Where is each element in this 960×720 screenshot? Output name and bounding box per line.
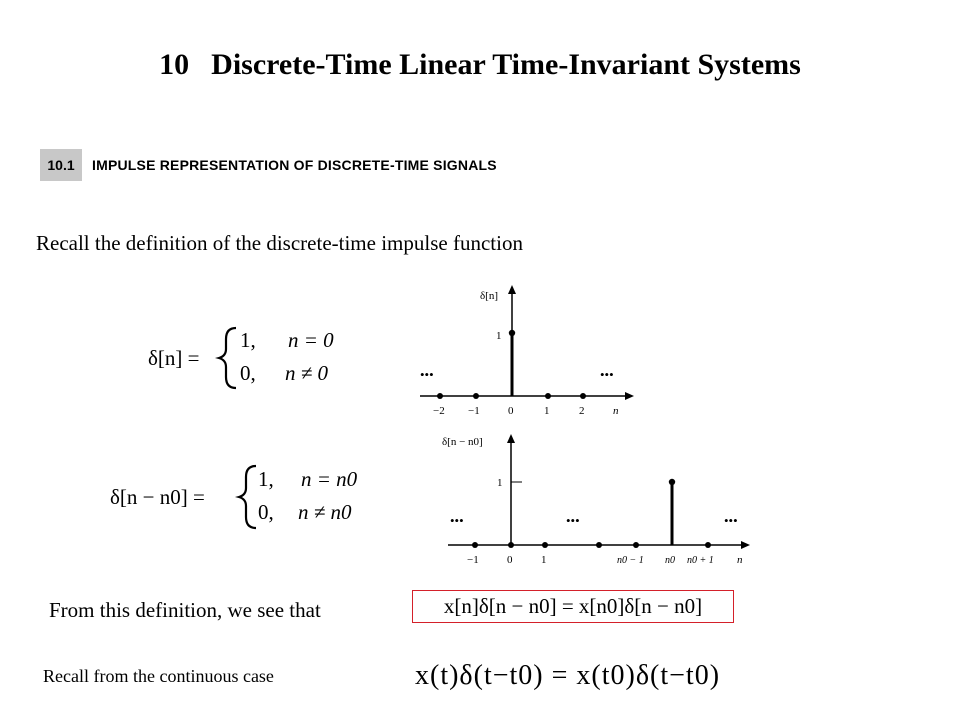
ellipsis-right: ••• [600, 367, 614, 382]
impulse-equation-lhs: δ[n] = [148, 346, 200, 370]
sample-point [437, 393, 443, 399]
tick-label: 0 [507, 554, 513, 566]
tick-label: n0 − 1 [617, 555, 644, 566]
plot1-xlabel: n [613, 405, 619, 417]
brace-icon [239, 466, 256, 528]
sample-point [542, 542, 548, 548]
plot2-ytick: 1 [497, 477, 503, 489]
plot1-ylabel: δ[n] [480, 290, 499, 302]
sample-point [545, 393, 551, 399]
y-axis-arrow-icon [508, 285, 516, 294]
sifting-equation-box [412, 590, 734, 623]
brace-icon [219, 328, 236, 388]
case2-condition: n ≠ n0 [298, 500, 352, 524]
impulse-point [669, 479, 675, 485]
case1-condition: n = 0 [288, 328, 334, 352]
plot2-ylabel: δ[n − n0] [442, 436, 483, 448]
tick-label: −2 [433, 405, 445, 417]
tick-label: 1 [544, 405, 550, 417]
impulse-equation [140, 315, 380, 395]
sample-point [580, 393, 586, 399]
tick-label: −1 [468, 405, 480, 417]
impulse-point [509, 330, 515, 336]
case2-condition: n ≠ 0 [285, 361, 329, 385]
chapter-title: Discrete-Time Linear Time-Invariant Systems [211, 48, 801, 81]
tick-label: n0 [665, 555, 675, 566]
case2-value: 0, [240, 361, 256, 385]
page-title [0, 48, 960, 82]
tick-label: 2 [579, 405, 585, 417]
sifting-equation: x[n]δ[n − n0] = x[n0]δ[n − n0] [443, 594, 703, 618]
tick-label: n0 + 1 [687, 555, 714, 566]
case2-value: 0, [258, 500, 274, 524]
ellipsis-left: ••• [420, 367, 434, 382]
continuous-case-text: Recall from the continuous case [43, 666, 274, 686]
section-header [40, 149, 497, 181]
ellipsis-middle: ••• [566, 513, 580, 528]
ellipsis-left: ••• [450, 513, 464, 528]
plot1-ytick: 1 [496, 330, 502, 342]
sample-point [508, 542, 514, 548]
impulse-plot [410, 283, 640, 423]
tick-label: 1 [541, 554, 547, 566]
shifted-impulse-plot [436, 432, 756, 572]
case1-value: 1, [258, 467, 274, 491]
sample-point [596, 542, 602, 548]
tick-label: −1 [467, 554, 479, 566]
shifted-equation-lhs: δ[n − n0] = [110, 485, 205, 509]
x-axis-arrow-icon [741, 541, 750, 549]
x-axis-arrow-icon [625, 392, 634, 400]
shifted-impulse-equation [108, 458, 388, 538]
section-title: IMPULSE REPRESENTATION OF DISCRETE-TIME SIGNALS [92, 157, 497, 173]
tick-label: 0 [508, 405, 514, 417]
plot2-xlabel: n [737, 554, 743, 566]
section-number: 10.1 [40, 149, 82, 181]
intro-text: Recall the definition of the discrete-time impulse function [36, 231, 523, 255]
chapter-number: 10 [159, 48, 190, 81]
case1-condition: n = n0 [301, 467, 358, 491]
case1-value: 1, [240, 328, 256, 352]
sample-point [472, 542, 478, 548]
continuous-equation: x(t)δ(t−t0) = x(t0)δ(t−t0) [415, 660, 721, 691]
sample-point [705, 542, 711, 548]
ellipsis-right: ••• [724, 513, 738, 528]
y-axis-arrow-icon [507, 434, 515, 443]
from-definition-text: From this definition, we see that [49, 598, 321, 622]
sample-point [473, 393, 479, 399]
sample-point [633, 542, 639, 548]
